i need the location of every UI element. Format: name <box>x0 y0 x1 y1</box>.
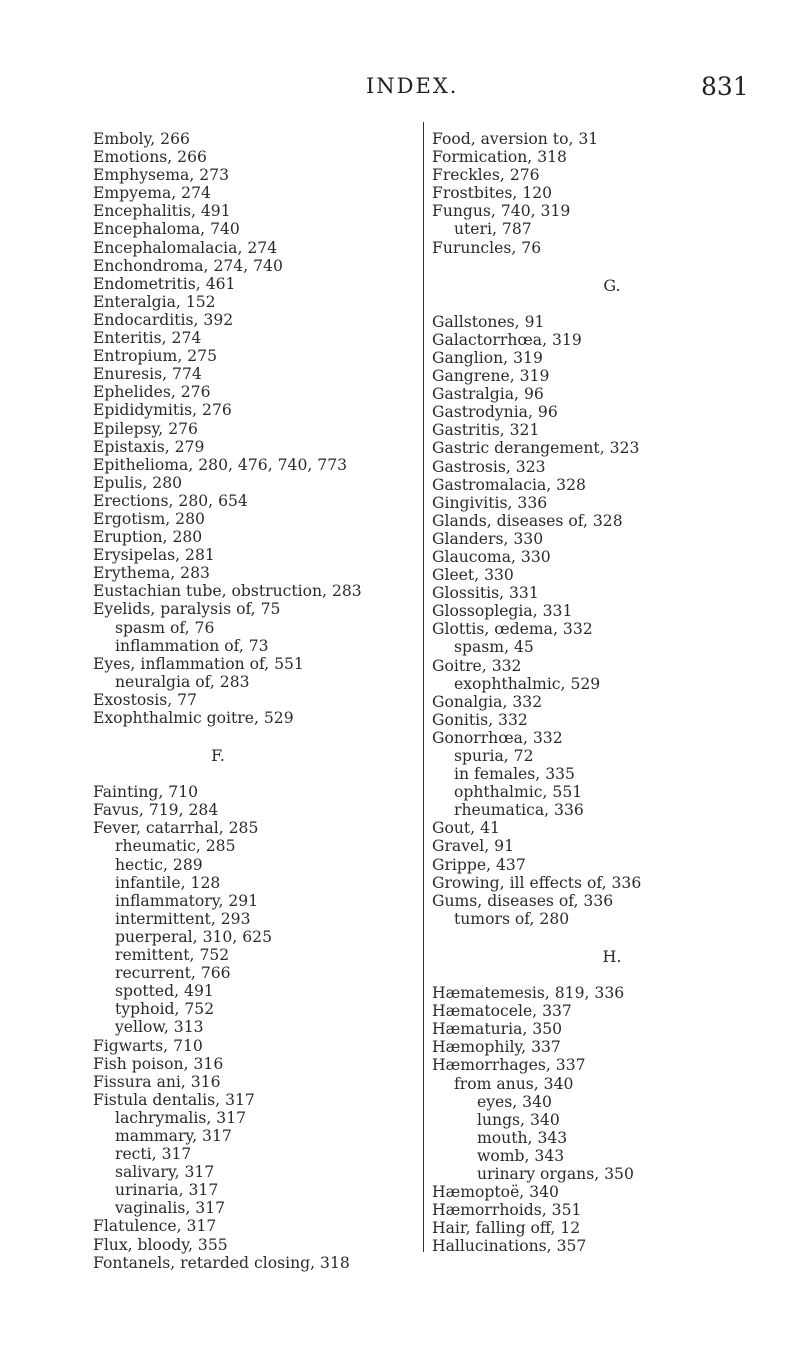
index-entry: Gastrosis, 323 <box>432 457 546 476</box>
index-entry: Epididymitis, 276 <box>93 401 232 420</box>
index-entry: Emotions, 266 <box>93 148 207 167</box>
index-subentry: tumors of, 280 <box>454 909 570 928</box>
index-entry: Figwarts, 710 <box>93 1036 203 1055</box>
index-subentry: from anus, 340 <box>454 1074 574 1093</box>
index-subentry: womb, 343 <box>477 1146 565 1165</box>
index-entry: Enteritis, 274 <box>93 329 202 348</box>
index-subentry: recurrent, 766 <box>115 964 231 983</box>
index-subentry: lungs, 340 <box>477 1110 560 1129</box>
index-entry: Gangrene, 319 <box>432 367 550 386</box>
index-subentry: intermittent, 293 <box>115 909 251 928</box>
index-subentry: neuralgia of, 283 <box>115 672 250 691</box>
index-subentry: spasm, 45 <box>454 638 534 657</box>
index-entry: Grippe, 437 <box>432 855 526 874</box>
index-entry: Ephelides, 276 <box>93 383 211 402</box>
index-entry: Glossitis, 331 <box>432 584 539 603</box>
index-entry: Exophthalmic goitre, 529 <box>93 709 294 727</box>
index-subentry: uteri, 787 <box>454 220 532 239</box>
index-subentry: ophthalmic, 551 <box>454 783 583 802</box>
index-entry: Hæmorrhoids, 351 <box>432 1201 582 1220</box>
index-entry: Gleet, 330 <box>432 566 514 585</box>
index-entry: Eyelids, paralysis of, 75 <box>93 600 281 619</box>
index-entry: Gravel, 91 <box>432 837 514 856</box>
index-entry: Fissura ani, 316 <box>93 1072 221 1091</box>
index-entry: Frostbites, 120 <box>432 184 553 203</box>
index-entry: Ergotism, 280 <box>93 509 205 528</box>
index-subentry: spuria, 72 <box>454 747 534 765</box>
index-entry: Fontanels, retarded closing, 318 <box>93 1253 350 1272</box>
section-letter: H. <box>602 946 622 966</box>
index-subentry: spotted, 491 <box>115 982 214 1001</box>
index-entry: Endometritis, 461 <box>93 274 236 293</box>
index-entry: Gonitis, 332 <box>432 710 528 729</box>
index-entry: Erections, 280, 654 <box>93 491 248 510</box>
index-entry: Eustachian tube, obstruction, 283 <box>93 582 362 601</box>
section-letter: G. <box>603 275 621 295</box>
index-subentry: rheumatica, 336 <box>454 801 584 820</box>
index-entry: Formication, 318 <box>432 148 567 167</box>
index-entry: Gout, 41 <box>432 819 500 838</box>
running-title: INDEX. <box>366 74 459 98</box>
index-column-left <box>93 130 362 1272</box>
index-entry: Hæmaturia, 350 <box>432 1020 563 1039</box>
index-entry: Ganglion, 319 <box>432 348 543 367</box>
index-subentry: in females, 335 <box>454 765 575 784</box>
index-subentry: eyes, 340 <box>477 1092 552 1111</box>
index-subentry: urinary organs, 350 <box>477 1164 634 1183</box>
index-subentry: vaginalis, 317 <box>115 1199 226 1218</box>
index-entry: Gums, diseases of, 336 <box>432 891 614 910</box>
index-subentry: rheumatic, 285 <box>115 837 236 856</box>
index-entry: Fainting, 710 <box>93 783 199 802</box>
index-entry: Glottis, œdema, 332 <box>432 620 593 639</box>
index-entry: Enchondroma, 274, 740 <box>93 256 283 275</box>
index-entry: Gastrodynia, 96 <box>432 403 558 422</box>
index-entry: Gastritis, 321 <box>432 421 540 440</box>
index-subentry: spasm of, 76 <box>115 618 215 637</box>
index-subentry: puerperal, 310, 625 <box>115 927 273 946</box>
index-subentry: inflammatory, 291 <box>115 891 259 910</box>
index-subentry: inflammation of, 73 <box>115 636 269 655</box>
column-divider <box>423 122 424 1252</box>
index-subentry: lachrymalis, 317 <box>115 1108 247 1127</box>
index-entry: Enuresis, 774 <box>93 365 202 384</box>
index-entry: Emphysema, 273 <box>93 166 229 185</box>
index-subentry: mammary, 317 <box>115 1126 232 1145</box>
index-subentry: recti, 317 <box>115 1145 192 1164</box>
index-entry: Epithelioma, 280, 476, 740, 773 <box>93 455 348 474</box>
index-entry: Endocarditis, 392 <box>93 310 234 329</box>
index-entry: Galactorrhœa, 319 <box>432 330 582 349</box>
index-entry: Favus, 719, 284 <box>93 801 219 820</box>
index-entry: Hæmatocele, 337 <box>432 1002 572 1021</box>
index-entry: Epulis, 280 <box>93 473 183 492</box>
index-column-right <box>432 130 792 1255</box>
index-subentry: typhoid, 752 <box>115 1000 215 1019</box>
index-entry: Food, aversion to, 31 <box>432 130 599 148</box>
index-entry: Hæmoptoë, 340 <box>432 1183 559 1202</box>
index-entry: Eruption, 280 <box>93 528 203 547</box>
index-entry: Furuncles, 76 <box>432 238 542 257</box>
section-letter: F. <box>211 746 225 766</box>
index-entry: Encephalitis, 491 <box>93 202 231 221</box>
index-entry: Erysipelas, 281 <box>93 546 215 565</box>
index-entry: Gallstones, 91 <box>432 312 545 331</box>
index-entry: Growing, ill effects of, 336 <box>432 873 642 892</box>
index-entry: Glaucoma, 330 <box>432 547 551 566</box>
index-entry: Glossoplegia, 331 <box>432 602 573 621</box>
index-entry: Eyes, inflammation of, 551 <box>93 654 304 673</box>
index-entry: Glands, diseases of, 328 <box>432 511 623 530</box>
index-entry: Epilepsy, 276 <box>93 419 198 438</box>
page-number: 831 <box>701 72 749 101</box>
index-entry: Empyema, 274 <box>93 184 211 203</box>
index-entry: Gonalgia, 332 <box>432 692 543 711</box>
index-entry: Gingivitis, 336 <box>432 493 548 512</box>
index-entry: Glanders, 330 <box>432 529 544 548</box>
index-subentry: urinaria, 317 <box>115 1181 219 1200</box>
index-entry: Enteralgia, 152 <box>93 292 216 311</box>
index-entry: Hæmorrhages, 337 <box>432 1056 586 1075</box>
index-entry: Freckles, 276 <box>432 166 540 185</box>
index-entry: Entropium, 275 <box>93 347 218 366</box>
index-entry: Fever, catarrhal, 285 <box>93 819 259 838</box>
index-entry: Epistaxis, 279 <box>93 437 205 456</box>
index-subentry: mouth, 343 <box>477 1128 568 1147</box>
index-entry: Gonorrhœa, 332 <box>432 728 563 747</box>
index-entry: Goitre, 332 <box>432 656 522 675</box>
index-subentry: exophthalmic, 529 <box>454 674 601 693</box>
index-entry: Hair, falling off, 12 <box>432 1219 581 1238</box>
index-entry: Hallucinations, 357 <box>432 1237 587 1256</box>
page-header <box>0 74 801 104</box>
index-entry: Fish poison, 316 <box>93 1054 224 1073</box>
index-entry: Emboly, 266 <box>93 130 190 148</box>
index-entry: Hæmophily, 337 <box>432 1038 561 1057</box>
index-subentry: salivary, 317 <box>115 1163 215 1182</box>
index-entry: Encephaloma, 740 <box>93 220 240 239</box>
index-entry: Flatulence, 317 <box>93 1217 217 1236</box>
index-entry: Fungus, 740, 319 <box>432 202 571 221</box>
index-entry: Gastric derangement, 323 <box>432 439 640 458</box>
index-entry: Gastralgia, 96 <box>432 385 544 404</box>
index-subentry: infantile, 128 <box>115 873 221 892</box>
index-entry: Exostosis, 77 <box>93 690 197 709</box>
index-entry: Flux, bloody, 355 <box>93 1235 228 1254</box>
index-subentry: yellow, 313 <box>115 1018 204 1037</box>
index-entry: Erythema, 283 <box>93 564 210 583</box>
index-subentry: remittent, 752 <box>115 946 230 965</box>
index-entry: Gastromalacia, 328 <box>432 475 586 494</box>
index-entry: Encephalomalacia, 274 <box>93 238 278 257</box>
index-subentry: hectic, 289 <box>115 855 203 874</box>
index-entry: Hæmatemesis, 819, 336 <box>432 984 625 1003</box>
index-entry: Fistula dentalis, 317 <box>93 1090 255 1109</box>
